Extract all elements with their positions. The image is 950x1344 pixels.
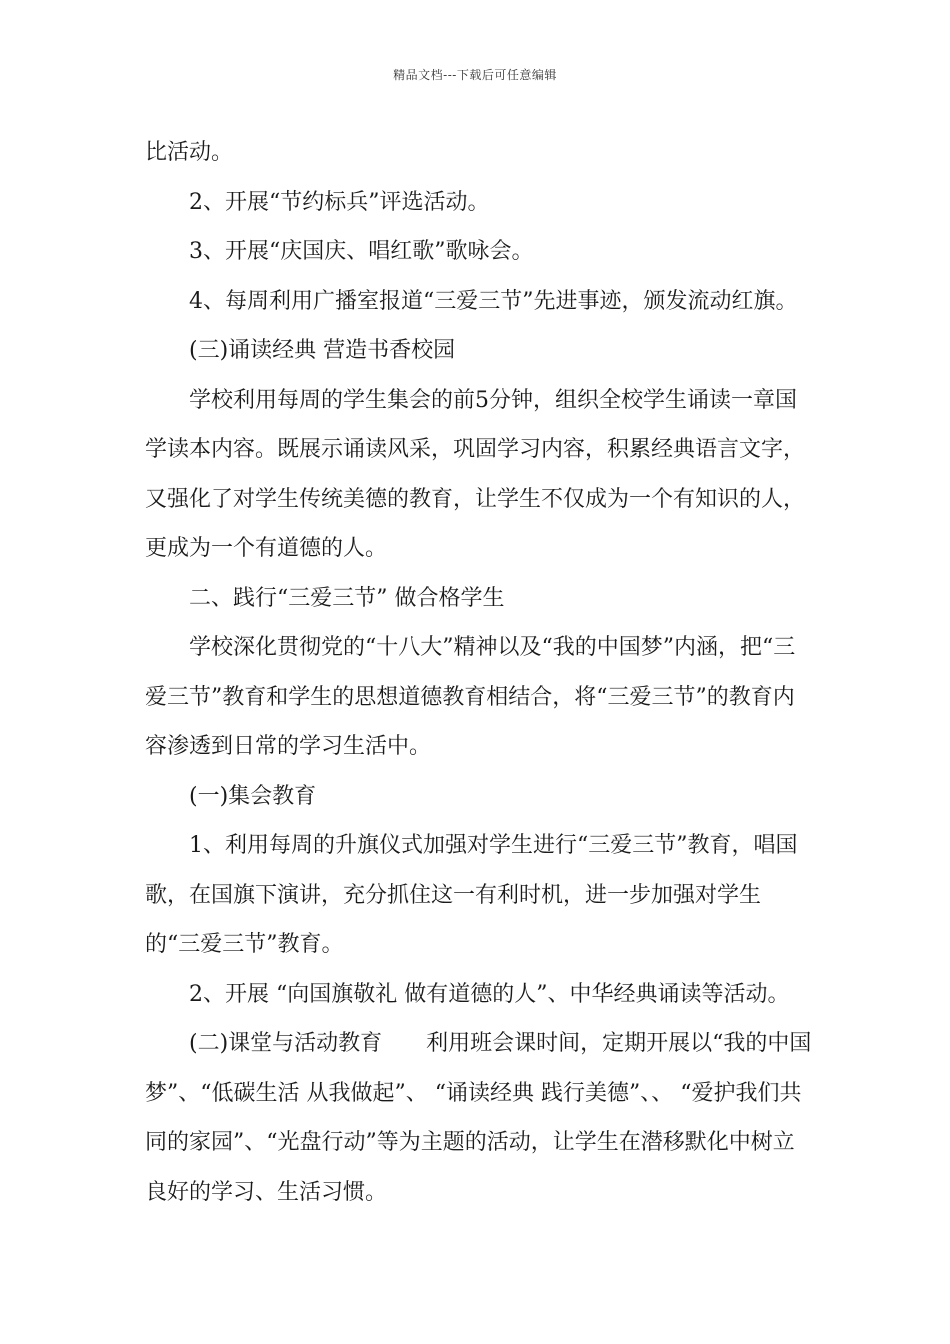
paragraph: 学校深化贯彻党的“十八大”精神以及“我的中国梦”内涵，把“三爱三节”教育和学生的思想道德教育相结合，将“三爱三节”的教育内容渗透到日常的学习生活中。 <box>145 635 796 759</box>
paragraph: (二)课堂与活动教育 利用班会课时间，定期开展以“我的中国梦”、“低碳生活 从我做起”、 “诵读经典 践行美德”、、 “爱护我们共同的家园”、“光盘行动”等为主题的活动，让学生在潜移默化中树立良好的学习、生活习惯。 <box>145 1031 812 1205</box>
paragraph: 1、利用每周的升旗仪式加强对学生进行“三爱三节”教育，唱国歌，在国旗下演讲，充分抓住这一有利时机，进一步加强对学生的“三爱三节”教育。 <box>145 833 798 957</box>
paragraph: 学校利用每周的学生集会的前5分钟，组织全校学生诵读一章国学读本内容。既展示诵读风采，巩固学习内容，积累经典语言文字，又强化了对学生传统美德的教育，让学生不仅成为一个有知识的人，更成为一个有道德的人。 <box>145 387 806 561</box>
section-heading: (三)诵读经典 营造书香校园 <box>189 338 456 363</box>
paragraph: 2、开展 “向国旗敬礼 做有道德的人”、中华经典诵读等活动。 <box>189 981 790 1007</box>
paragraph: 3、开展“庆国庆、唱红歌”歌咏会。 <box>189 239 534 264</box>
paragraph: 2、开展“节约标兵”评选活动。 <box>189 189 490 215</box>
paragraph: 4、每周利用广播室报道“三爱三节”先进事迹，颁发流动红旗。 <box>189 288 798 314</box>
section-heading: 二、践行“三爱三节” 做合格学生 <box>189 585 505 611</box>
section-heading: (一)集会教育 <box>189 783 317 809</box>
page-header: 精品文档---下载后可任意编辑 <box>393 68 557 82</box>
document-body <box>145 128 815 1217</box>
paragraph: 比活动。 <box>145 140 234 165</box>
